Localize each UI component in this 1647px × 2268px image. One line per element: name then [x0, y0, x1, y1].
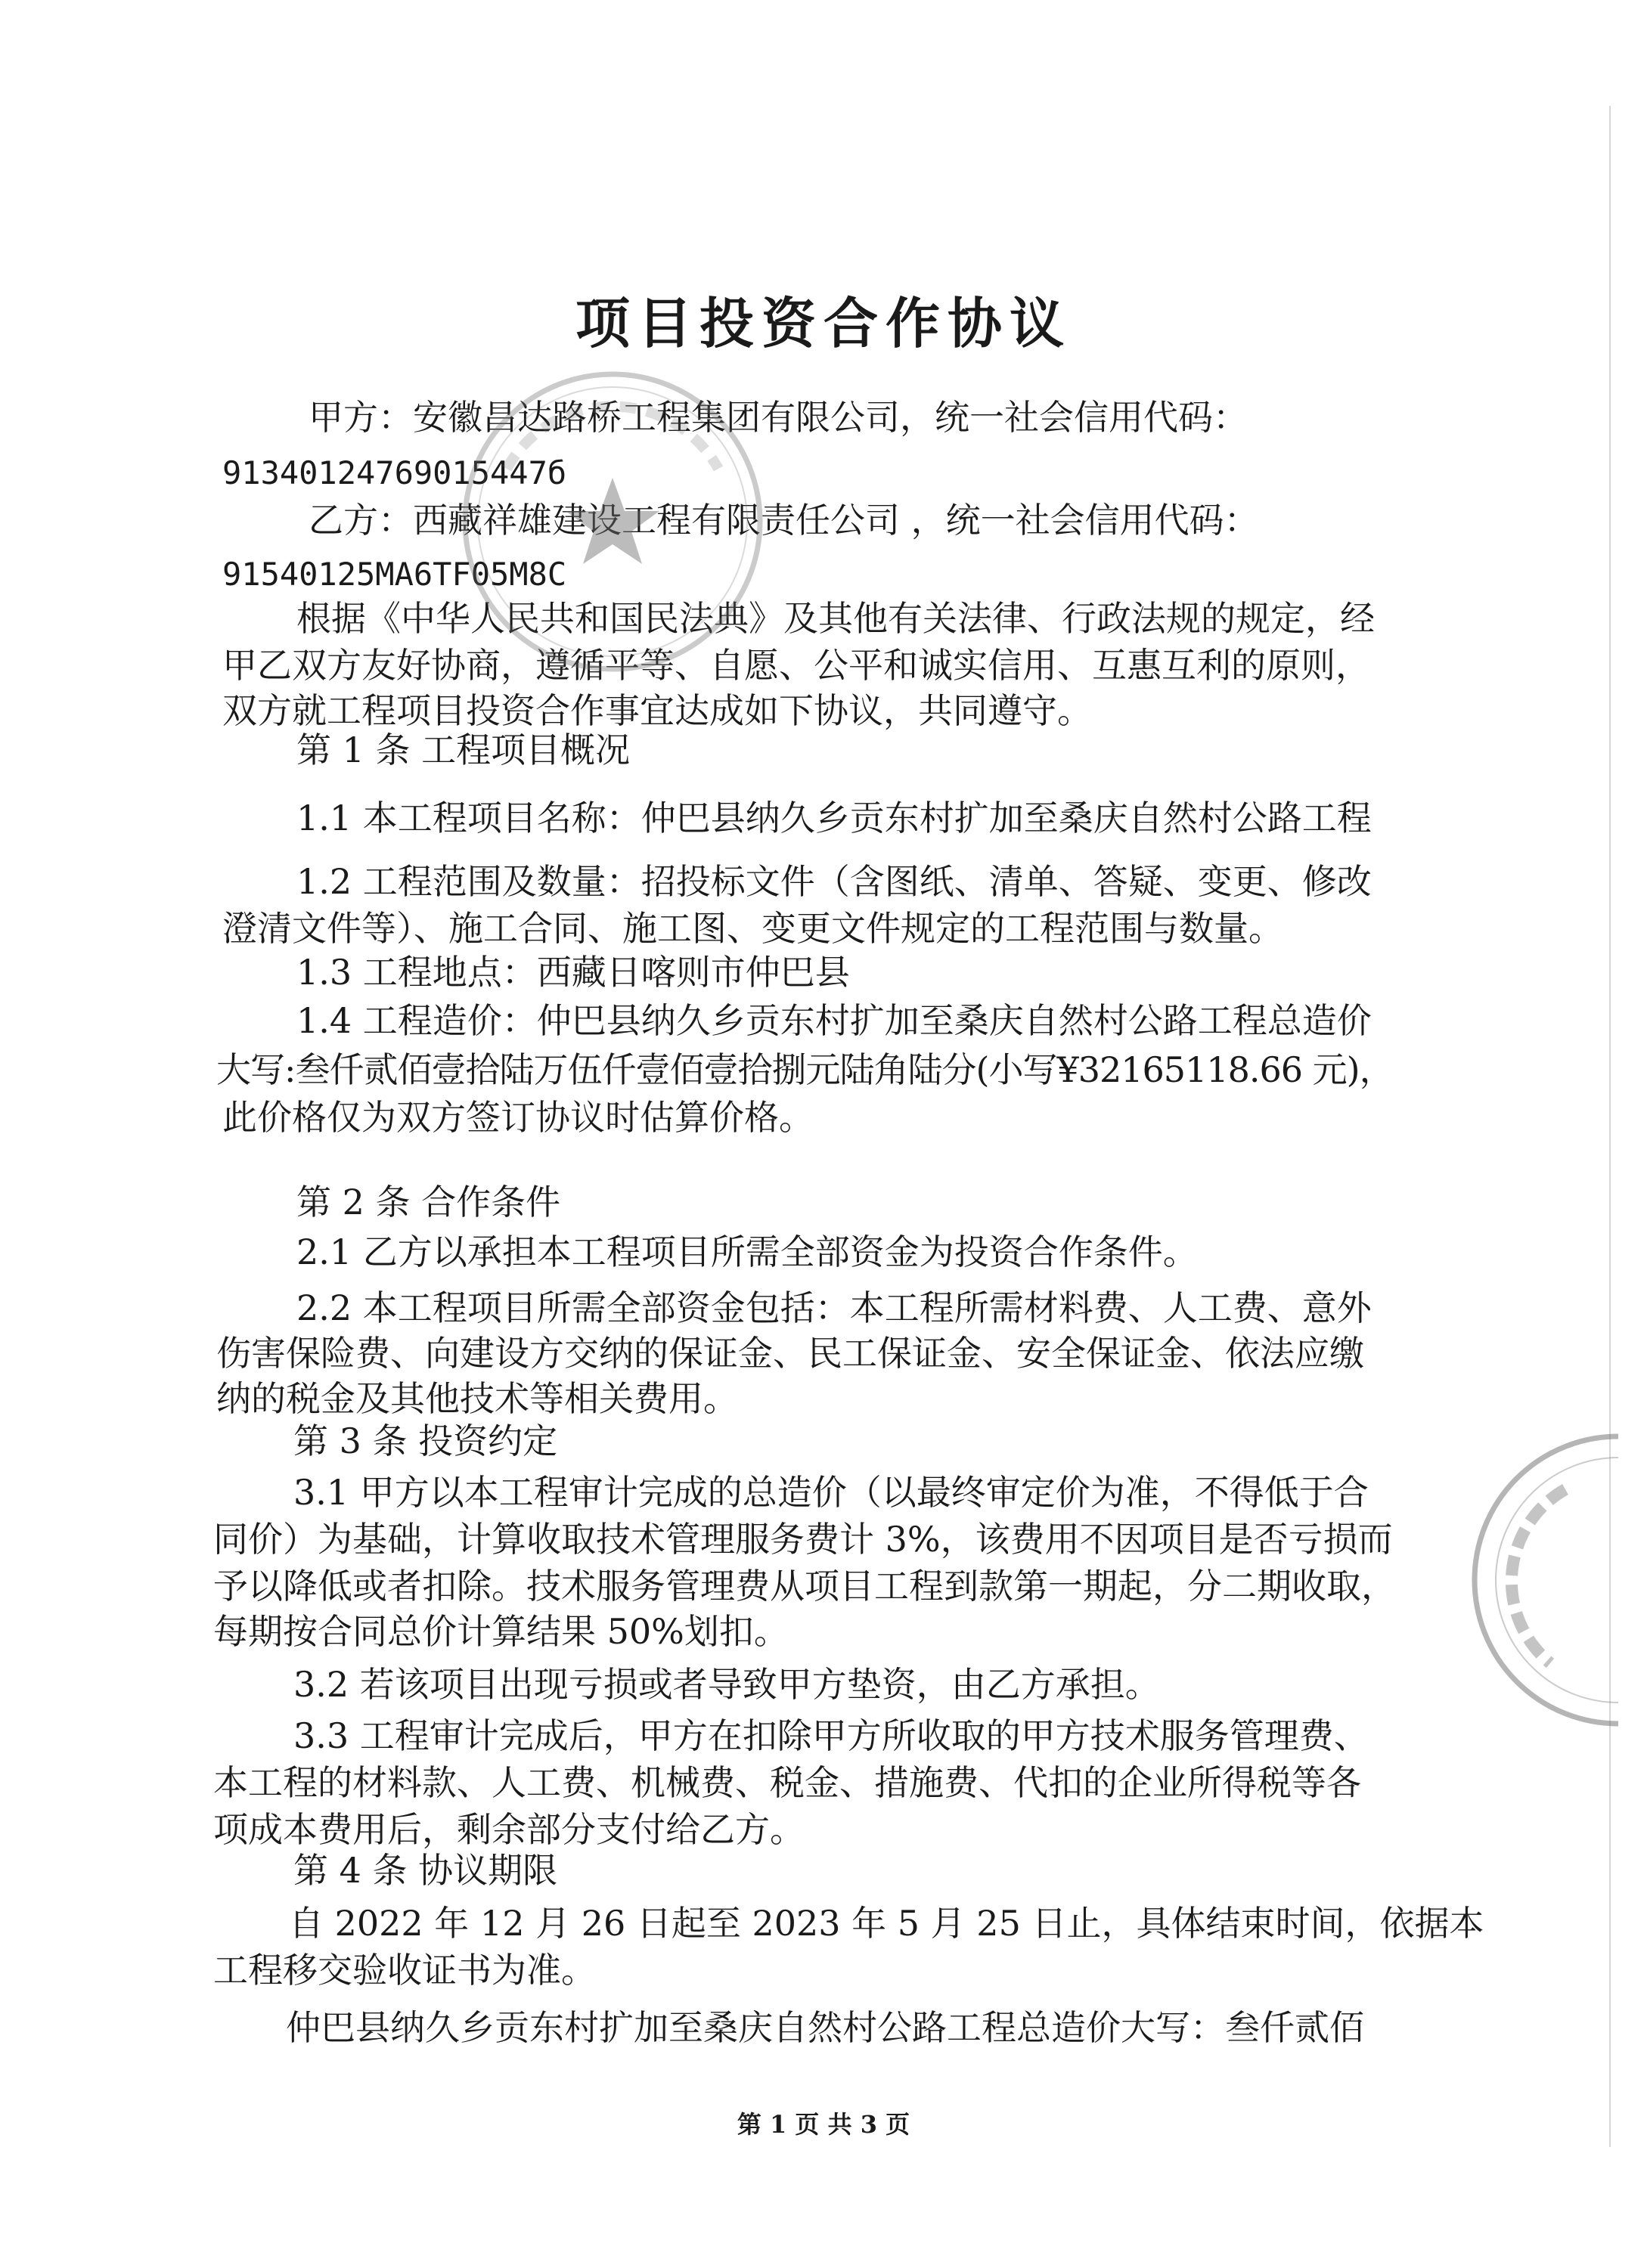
- party-a-line: 甲方：安徽昌达路桥工程集团有限公司，统一社会信用代码：: [309, 397, 1248, 438]
- article-4-line-1: 自 2022 年 12 月 26 日起至 2023 年 5 月 25 日止，具体结束时间，依据本: [289, 1903, 1484, 1944]
- trailing-line: 仲巴县纳久乡贡东村扩加至桑庆自然村公路工程总造价大写：叁仟贰佰: [286, 2007, 1364, 2048]
- clause-1-3: 1.3 工程地点：西藏日喀则市仲巴县: [296, 952, 850, 993]
- article-4-heading: 第 4 条 协议期限: [293, 1850, 558, 1891]
- article-2-heading: 第 2 条 合作条件: [296, 1182, 561, 1222]
- clause-1-4-line-1: 1.4 工程造价：仲巴县纳久乡贡东村扩加至桑庆自然村公路工程总造价: [296, 1000, 1372, 1041]
- edge-seal-stamp: [1467, 1421, 1618, 1739]
- preamble-line-1: 根据《中华人民共和国民法典》及其他有关法律、行政法规的规定，经: [296, 598, 1375, 639]
- clause-2-1: 2.1 乙方以承担本工程项目所需全部资金为投资合作条件。: [296, 1232, 1198, 1272]
- clause-2-2-line-2: 伤害保险费、向建设方交纳的保证金、民工保证金、安全保证金、依法应缴: [216, 1333, 1364, 1374]
- document-title: 项目投资合作协议: [575, 291, 1072, 355]
- clause-3-1-line-4: 每期按合同总价计算结果 50%划扣。: [213, 1611, 789, 1652]
- preamble-line-3: 双方就工程项目投资合作事宜达成如下协议，共同遵守。: [222, 690, 1092, 731]
- scan-edge-line: [1609, 106, 1611, 2147]
- article-4-line-2: 工程移交验收证书为准。: [213, 1950, 596, 1991]
- clause-2-2-line-3: 纳的税金及其他技术等相关费用。: [216, 1378, 738, 1419]
- clause-3-1-line-2: 同价）为基础，计算收取技术管理服务费计 3%，该费用不因项目是否亏损而: [213, 1519, 1393, 1560]
- clause-1-2-line-1: 1.2 工程范围及数量：招投标文件（含图纸、清单、答疑、变更、修改: [296, 861, 1372, 902]
- article-1-heading: 第 1 条 工程项目概况: [296, 730, 631, 770]
- clause-3-3-line-1: 3.3 工程审计完成后，甲方在扣除甲方所收取的甲方技术服务管理费、: [293, 1715, 1369, 1756]
- party-b-line: 乙方：西藏祥雄建设工程有限责任公司 ，统一社会信用代码：: [309, 500, 1259, 541]
- clause-3-1-line-3: 予以降低或者扣除。技术服务管理费从项目工程到款第一期起，分二期收取，: [213, 1566, 1396, 1606]
- preamble-line-2: 甲乙双方友好协商，遵循平等、自愿、公平和诚实信用、互惠互利的原则，: [222, 645, 1370, 686]
- clause-1-4-line-3: 此价格仅为双方签订协议时估算价格。: [222, 1097, 814, 1138]
- clause-3-3-line-3: 项成本费用后，剩余部分支付给乙方。: [213, 1809, 805, 1850]
- clause-1-1: 1.1 本工程项目名称：仲巴县纳久乡贡东村扩加至桑庆自然村公路工程: [296, 798, 1372, 838]
- party-a-credit-code: 91340124769015447б: [222, 454, 567, 491]
- clause-2-2-line-1: 2.2 本工程项目所需全部资金包括：本工程所需材料费、人工费、意外: [296, 1287, 1372, 1328]
- clause-3-1-line-1: 3.1 甲方以本工程审计完成的总造价（以最终审定价为准，不得低于合: [293, 1472, 1369, 1513]
- clause-3-3-line-2: 本工程的材料款、人工费、机械费、税金、措施费、代扣的企业所得税等各: [213, 1762, 1361, 1803]
- clause-3-2: 3.2 若该项目出现亏损或者导致甲方垫资，由乙方承担。: [293, 1664, 1160, 1705]
- clause-1-4-line-2: 大写:叁仟贰佰壹拾陆万伍仟壹佰壹拾捌元陆角陆分(小写¥32165118.66 元)，: [216, 1049, 1394, 1090]
- article-3-heading: 第 3 条 投资约定: [293, 1421, 558, 1461]
- page-footer: 第 1 页 共 3 页: [737, 2110, 910, 2139]
- clause-1-2-line-2: 澄清文件等）、施工合同、施工图、变更文件规定的工程范围与数量。: [222, 908, 1283, 949]
- party-b-credit-code: 91540125MA6TF05M8C: [222, 556, 567, 593]
